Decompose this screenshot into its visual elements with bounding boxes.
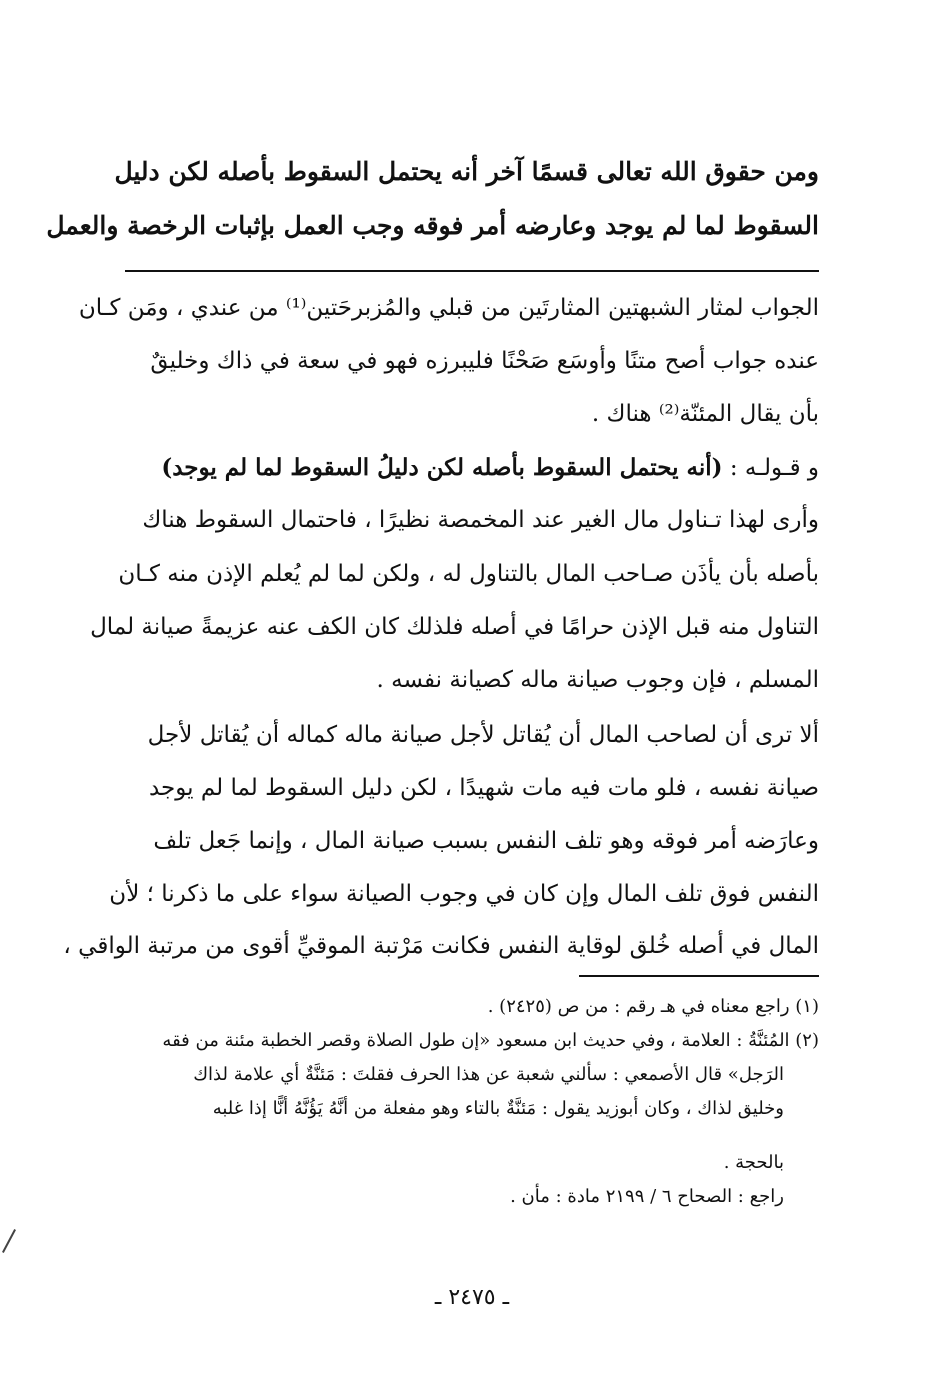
footnote-2-source: راجع : الصحاح ٦ / ٢١٩٩ مادة : مأن . bbox=[510, 1186, 784, 1207]
commentary-p2-line-2: بأصله بأن يأذَن صـاحب المال بالتناول له ، ولكن لما لم يُعلم الإذن منه كـان bbox=[118, 561, 819, 587]
quote-intro: و قـولـه : bbox=[729, 455, 819, 481]
footnote-2-line-2: الرَجل» قال الأصمعي : سألني شعبة عن هذا الحرف فقلتَ : مَئنَّةٌ أي علامة لذاك bbox=[193, 1064, 784, 1085]
quoted-text: (أنه يحتمل السقوط بأصله لكن دليلُ السقوط لما لم يوجد) bbox=[161, 454, 723, 481]
commentary-p3-line-4: النفس فوق تلف المال وإن كان في وجوب الصيانة سواء على ما ذكرنا ؛ لأن bbox=[109, 881, 819, 907]
footnote-1: (١) راجع معناه في هـ رقم : من ص (٢٤٢٥) . bbox=[487, 996, 819, 1017]
commentary-p1-line-2: عنده جواب أصح متنًا وأوسَع صَحْنًا فليبرزه فهو في سعة في ذاك وخليقٌ bbox=[150, 348, 819, 374]
page-number: ـ ٢٤٧٥ ـ bbox=[434, 1285, 510, 1310]
text-separator-rule bbox=[125, 270, 819, 272]
commentary-p2-line-3: التناول منه قبل الإذن حرامًا في أصله فلذلك كان الكف عنه عزيمةً صيانة لمال bbox=[90, 614, 819, 640]
footnote-separator-rule bbox=[579, 975, 819, 977]
commentary-p3-line-5: المال في أصله خُلق لوقاية النفس فكانت مَرْتبة الموقيِّ أقوى من مرتبة الواقي ، bbox=[63, 933, 819, 959]
footnote-2-line-3: وخليق لذاك ، وكان أبوزيد يقول : مَئنَّةٌ بالتاء وهو مفعلة من أنَّهُ يَؤُنَّهُ أنًّا إذا غلبه bbox=[212, 1098, 784, 1119]
commentary-p3-line-2: صيانة نفسه ، فلو مات فيه مات شهيدًا ، لكن دليل السقوط لما لم يوجد bbox=[148, 775, 819, 801]
footnote-2-line-4: بالحجة . bbox=[723, 1152, 784, 1173]
commentary-p1-line-1: الجواب لمثار الشبهتين المثارتَين من قبلي والمُزبرحَتين⁽¹⁾ من عندي ، ومَن كـان bbox=[78, 295, 819, 321]
commentary-p2-line-1: وأرى لهذا تـناول مال الغير عند المخمصة نظيرًا ، فاحتمال السقوط هناك bbox=[142, 507, 819, 533]
footnote-2-line-1: (٢) المُئنَّةُ : العلامة ، وفي حديث ابن مسعود «إن طول الصلاة وقصر الخطبة مئنة من فقه bbox=[162, 1030, 819, 1051]
commentary-p3-line-3: وعارَضه أمر فوقه وهو تلف النفس بسبب صيانة المال ، وإنما جَعل تلف bbox=[153, 828, 819, 854]
commentary-p1-line-3: بأن يقال المئنّة⁽²⁾ هناك . bbox=[591, 401, 819, 427]
main-text-line-1: ومن حقوق الله تعالى قسمًا آخر أنه يحتمل السقوط بأصله لكن دليل bbox=[114, 157, 819, 186]
commentary-p3-line-1: ألا ترى أن لصاحب المال أن يُقاتل لأجل صيانة ماله كماله أن يُقاتل لأجل bbox=[147, 722, 819, 748]
commentary-p2-quote-line bbox=[125, 440, 819, 496]
commentary-p2-line-4: المسلم ، فإن وجوب صيانة ماله كصيانة نفسه . bbox=[376, 667, 819, 693]
scan-mark bbox=[2, 1229, 16, 1253]
main-text-line-2: السقوط لما لم يوجد وعارضه أمر فوقه وجب العمل بإثبات الرخصة والعمل bbox=[46, 211, 819, 240]
